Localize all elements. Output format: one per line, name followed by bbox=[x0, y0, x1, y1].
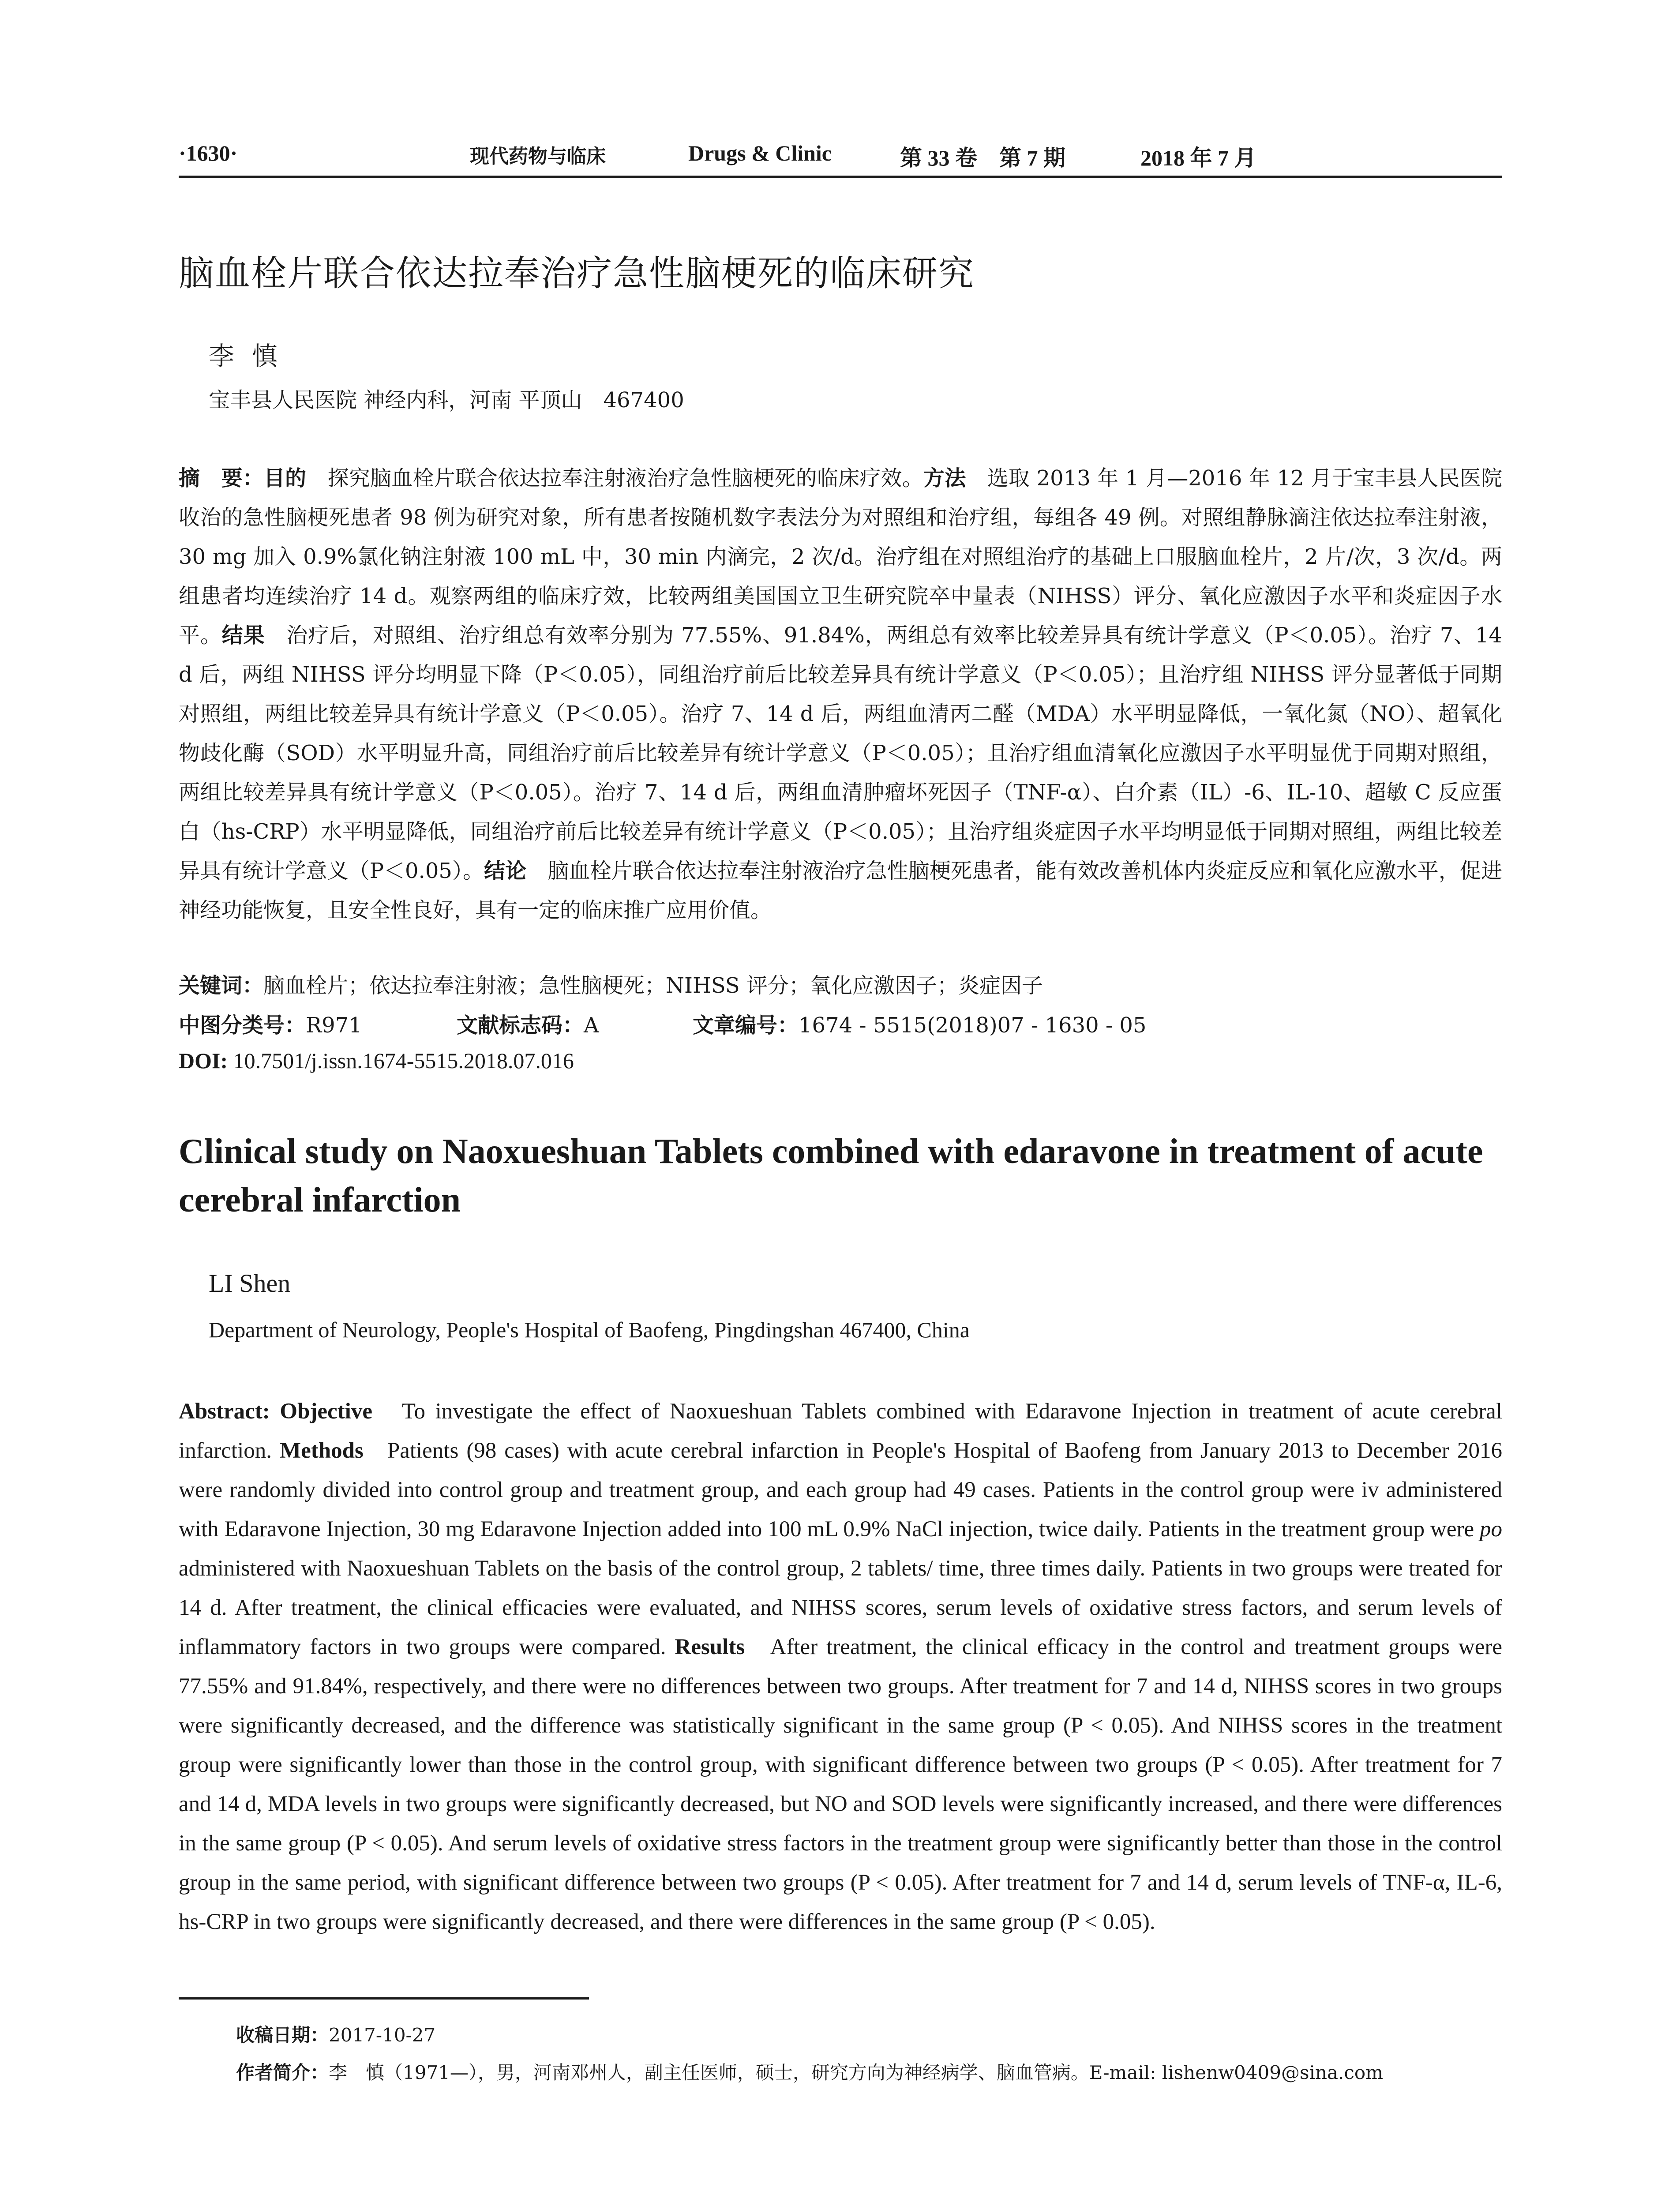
objective-en: To investigate the effect of Naoxueshuan Tablets combined with Edaravone Injection in treatment of acute cerebral infarction. bbox=[179, 1399, 1502, 1463]
issue-date: 2018 年 7 月 bbox=[1140, 146, 1256, 170]
footnote-rule bbox=[179, 1997, 589, 2000]
keywords-cn bbox=[179, 968, 1502, 999]
journal-name-en: Drugs & Clinic bbox=[688, 141, 832, 165]
article-no-label: 文章编号： bbox=[693, 1013, 799, 1038]
results-label-en: Results bbox=[675, 1635, 745, 1659]
clc-code: R971 bbox=[306, 1013, 362, 1038]
objective-label-cn: 目的 bbox=[263, 466, 307, 491]
affiliation-cn: 宝丰县人民医院 神经内科，河南 平顶山 467400 bbox=[209, 388, 684, 413]
journal-name-cn: 现代药物与临床 bbox=[470, 145, 606, 168]
received-label: 收稿日期： bbox=[236, 2024, 329, 2046]
abstract-label-en: Abstract: bbox=[179, 1399, 270, 1424]
abstract-en bbox=[179, 1392, 1502, 1942]
volume-issue: 第 33 卷 第 7 期 bbox=[900, 146, 1065, 170]
author-bio-label: 作者简介： bbox=[236, 2062, 329, 2083]
conclusion-label-cn: 结论 bbox=[484, 859, 527, 883]
author-en: LI Shen bbox=[209, 1269, 291, 1298]
methods-en-po: po bbox=[1480, 1517, 1503, 1542]
abstract-label-cn: 摘 要： bbox=[179, 466, 264, 491]
classification-row bbox=[179, 1008, 1502, 1039]
affiliation-en: Department of Neurology, People's Hospital of Baofeng, Pingdingshan 467400, China bbox=[209, 1317, 970, 1342]
clc-label: 中图分类号： bbox=[179, 1013, 306, 1038]
author-bio-note bbox=[236, 2058, 1383, 2085]
author-cn: 李慎 bbox=[209, 341, 296, 371]
title-en: Clinical study on Naoxueshuan Tablets combined with edaravone in treatment of acute cerebral infarction bbox=[179, 1132, 1483, 1219]
objective-cn: 探究脑血栓片联合依达拉奉注射液治疗急性脑梗死的临床疗效。 bbox=[327, 466, 923, 491]
keywords-text-cn: 脑血栓片；依达拉奉注射液；急性脑梗死；NIHSS 评分；氧化应激因子；炎症因子 bbox=[263, 973, 1043, 998]
methods-label-en: Methods bbox=[280, 1438, 364, 1463]
doi-value: 10.7501/j.issn.1674-5515.2018.07.016 bbox=[233, 1048, 574, 1073]
article-no: 1674 - 5515(2018)07 - 1630 - 05 bbox=[799, 1013, 1147, 1038]
title-cn: 脑血栓片联合依达拉奉治疗急性脑梗死的临床研究 bbox=[179, 253, 975, 294]
methods-en-part2: administered with Naoxueshuan Tablets on the basis of the control group, 2 tablets/ time, three times daily. Patients in two groups were treated for 14 d. After treatment, the clinical efficacies were evaluated, and NIHSS scores, serum levels of oxidative stress factors, and serum levels of inflammatory factors in two groups were compared. bbox=[179, 1556, 1502, 1659]
results-cn: 治疗后，对照组、治疗组总有效率分别为 77.55%、91.84%，两组总有效率比较差异具有统计学意义（P＜0.05）。治疗 7、14 d 后，两组 NIHSS 评分均明显下降（P＜0.05），同组治疗前后比较差异具有统计学意义（P＜0.05）；且治疗组 NIHSS 评分显著低于同期对照组，两组比较差异具有统计学意义（P＜0.05）。治疗 7、14 d 后，两组血清丙二醛（MDA）水平明显降低，一氧化氮（NO）、超氧化物歧化酶（SOD）水平明显升高，同组治疗前后比较差异有统计学意义（P＜0.05）；且治疗组血清氧化应激因子水平明显优于同期对照组，两组比较差异具有统计学意义（P＜0.05）。治疗 7、14 d 后，两组血清肿瘤坏死因子（TNF-α）、白介素（IL）-6、IL-10、超敏 C 反应蛋白（hs-CRP）水平明显降低，同组治疗前后比较差异有统计学意义（P＜0.05）；且治疗组炎症因子水平均明显低于同期对照组，两组比较差异具有统计学意义（P＜0.05）。 bbox=[179, 623, 1502, 883]
doi-label: DOI: bbox=[179, 1048, 228, 1073]
abstract-cn bbox=[179, 459, 1502, 930]
running-head bbox=[179, 140, 1502, 176]
received-date-note bbox=[236, 2021, 435, 2047]
doc-code: A bbox=[584, 1013, 599, 1038]
doi-line bbox=[179, 1048, 1502, 1073]
methods-cn: 选取 2013 年 1 月—2016 年 12 月于宝丰县人民医院收治的急性脑梗死患者 98 例为研究对象，所有患者按随机数字表法分为对照组和治疗组，每组各 49 例。对照组静脉滴注依达拉奉注射液，30 mg 加入 0.9%氯化钠注射液 100 mL 中，30 min 内滴完，2 次/d。治疗组在对照组治疗的基础上口服脑血栓片，2 片/次，3 次/d。两组患者均连续治疗 14 d。观察两组的临床疗效，比较两组美国国立卫生研究院卒中量表（NIHSS）评分、氧化应激因子水平和炎症因子水平。 bbox=[179, 466, 1502, 648]
conclusion-cn: 脑血栓片联合依达拉奉注射液治疗急性脑梗死患者，能有效改善机体内炎症反应和氧化应激水平，促进神经功能恢复，且安全性良好，具有一定的临床推广应用价值。 bbox=[179, 859, 1502, 923]
author-bio: 李 慎（1971—），男，河南邓州人，副主任医师，硕士，研究方向为神经病学、脑血管病。E-mail: lishenw0409@sina.com bbox=[329, 2062, 1384, 2083]
results-en: After treatment, the clinical efficacy in the control and treatment groups were 77.55% and 91.84%, respectively, and there were no differences between two groups. After treatment for 7 and 14 d, NIHSS scores in two groups were significantly decreased, and the difference was statistically significant in the same group (P < 0.05). And NIHSS scores in the treatment group were significantly lower than those in the control group, with significant difference between two groups (P < 0.05). After treatment for 7 and 14 d, MDA levels in two groups were significantly decreased, but NO and SOD levels were significantly increased, and there were differences in the same group (P < 0.05). And serum levels of oxidative stress factors in the treatment group were significantly better than those in the control group in the same period, with significant difference between two groups (P < 0.05). After treatment for 7 and 14 d, serum levels of TNF-α, IL-6, hs-CRP in two groups were significantly decreased, and there were differences in the same group (P < 0.05). bbox=[179, 1635, 1503, 1934]
page-number: ·1630· bbox=[179, 141, 238, 165]
received-date: 2017-10-27 bbox=[329, 2024, 436, 2046]
keywords-label-cn: 关键词： bbox=[179, 973, 264, 998]
results-label-cn: 结果 bbox=[221, 623, 265, 648]
objective-label-en: Objective bbox=[280, 1399, 372, 1424]
paper-page bbox=[179, 0, 1502, 2206]
methods-en-part1: Patients (98 cases) with acute cerebral infarction in People's Hospital of Baofeng from January 2013 to December 2016 were randomly divided into control group and treatment group, and each group had 49 cases. Patients in the control group were iv administered with Edaravone Injection, 30 mg Edaravone Injection added into 100 mL 0.9% NaCl injection, twice daily. Patients in the treatment group were bbox=[179, 1438, 1503, 1542]
methods-label-cn: 方法 bbox=[923, 466, 966, 491]
header-rule bbox=[179, 176, 1502, 178]
doc-code-label: 文献标志码： bbox=[457, 1013, 584, 1038]
